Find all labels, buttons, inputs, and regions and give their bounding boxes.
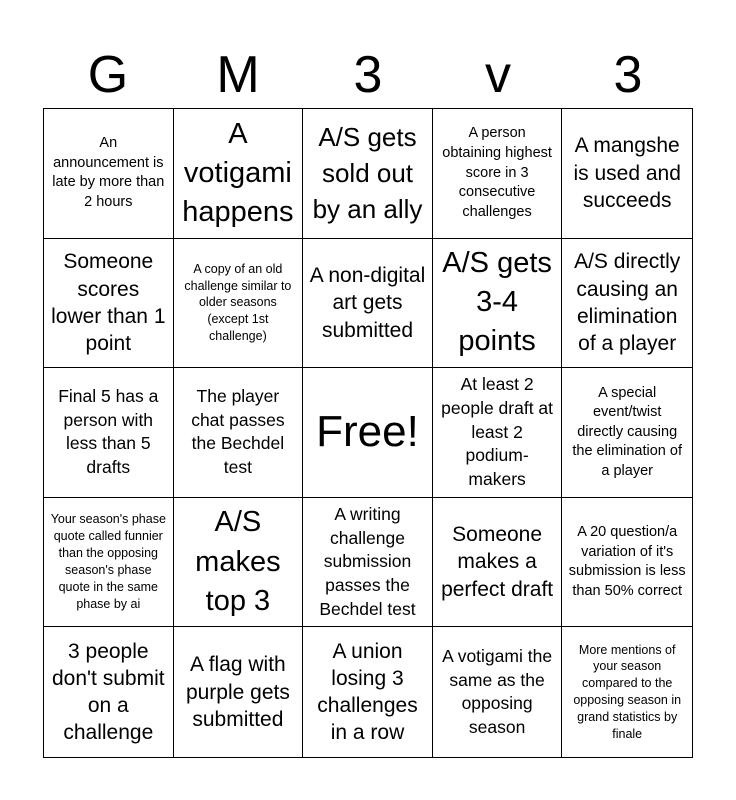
bingo-cell-r4c1[interactable]	[44, 498, 174, 628]
bingo-cell-r5c2[interactable]	[174, 627, 304, 757]
bingo-cell-r4c3[interactable]	[303, 498, 433, 628]
bingo-cell-r2c4[interactable]	[433, 239, 563, 369]
cell-text: A/S gets sold out by an ally	[312, 121, 423, 225]
bingo-cell-free[interactable]	[303, 368, 433, 498]
cell-text: A union losing 3 challenges in a row	[317, 639, 418, 745]
cell-text: Final 5 has a person with less than 5 drafts	[58, 386, 159, 478]
bingo-cell-r3c5[interactable]	[562, 368, 692, 498]
cell-text: A person obtaining highest score in 3 consecutive challenges	[442, 125, 552, 220]
cell-text: Someone scores lower than 1 point	[51, 250, 166, 356]
cell-text: More mentions of your season compared to the opposing season in grand statistics by finale	[573, 642, 682, 741]
bingo-cell-r2c5[interactable]	[562, 239, 692, 369]
bingo-cell-r5c4[interactable]	[433, 627, 563, 757]
bingo-cell-r4c5[interactable]	[562, 498, 692, 628]
bingo-header	[43, 42, 693, 108]
cell-text: A 20 question/a variation of it's submission is less than 50% correct	[568, 523, 686, 599]
cell-text: The player chat passes the Bechdel test	[191, 386, 285, 478]
bingo-cell-r2c3[interactable]	[303, 239, 433, 369]
header-letter-4: v	[485, 46, 511, 104]
bingo-cell-r1c2[interactable]	[174, 109, 304, 239]
cell-text: 3 people don't submit on a challenge	[52, 639, 165, 745]
bingo-cell-r4c4[interactable]	[433, 498, 563, 628]
bingo-cell-r5c3[interactable]	[303, 627, 433, 757]
cell-text: Your season's phase quote called funnier than the opposing season's phase quote in the same phase by ai	[50, 512, 166, 611]
cell-text: A flag with purple gets submitted	[185, 653, 290, 731]
cell-text: A mangshe is used and succeeds	[573, 134, 681, 212]
cell-text: A/S gets 3-4 points	[442, 247, 552, 358]
bingo-cell-r2c1[interactable]	[44, 239, 174, 369]
bingo-cell-r3c1[interactable]	[44, 368, 174, 498]
bingo-cell-r4c2[interactable]	[174, 498, 304, 628]
header-letter-1: G	[87, 46, 129, 104]
cell-text: A/S makes top 3	[195, 506, 281, 617]
cell-text: A special event/twist directly causing the elimination of a player	[572, 384, 682, 479]
header-letter-2: M	[216, 46, 260, 104]
bingo-cell-r3c4[interactable]	[433, 368, 563, 498]
bingo-cell-r1c5[interactable]	[562, 109, 692, 239]
bingo-cell-r1c4[interactable]	[433, 109, 563, 239]
cell-text: An announcement is late by more than 2 hours	[52, 135, 165, 210]
bingo-cell-r3c2[interactable]	[174, 368, 304, 498]
bingo-cell-r1c3[interactable]	[303, 109, 433, 239]
cell-text: A writing challenge submission passes the Bechdel test	[319, 504, 416, 619]
header-letter-3: 3	[353, 46, 383, 104]
bingo-cell-r5c1[interactable]	[44, 627, 174, 757]
cell-text: A votigami happens	[182, 117, 294, 228]
cell-text: A/S directly causing an elimination of a player	[574, 250, 681, 356]
cell-text: A votigami the same as the opposing season	[442, 645, 553, 737]
cell-text: At least 2 people draft at least 2 podium-makers	[441, 374, 554, 489]
cell-text: A copy of an old challenge similar to older seasons (except 1st challenge)	[184, 261, 292, 344]
cell-text: Someone makes a perfect draft	[441, 523, 554, 601]
bingo-cell-r5c5[interactable]	[562, 627, 692, 757]
bingo-cell-r2c2[interactable]	[174, 239, 304, 369]
header-letter-5: 3	[613, 46, 643, 104]
bingo-cell-r1c1[interactable]	[44, 109, 174, 239]
free-space-text: Free!	[316, 407, 419, 457]
bingo-board	[43, 108, 693, 758]
cell-text: A non-digital art gets submitted	[309, 263, 426, 342]
